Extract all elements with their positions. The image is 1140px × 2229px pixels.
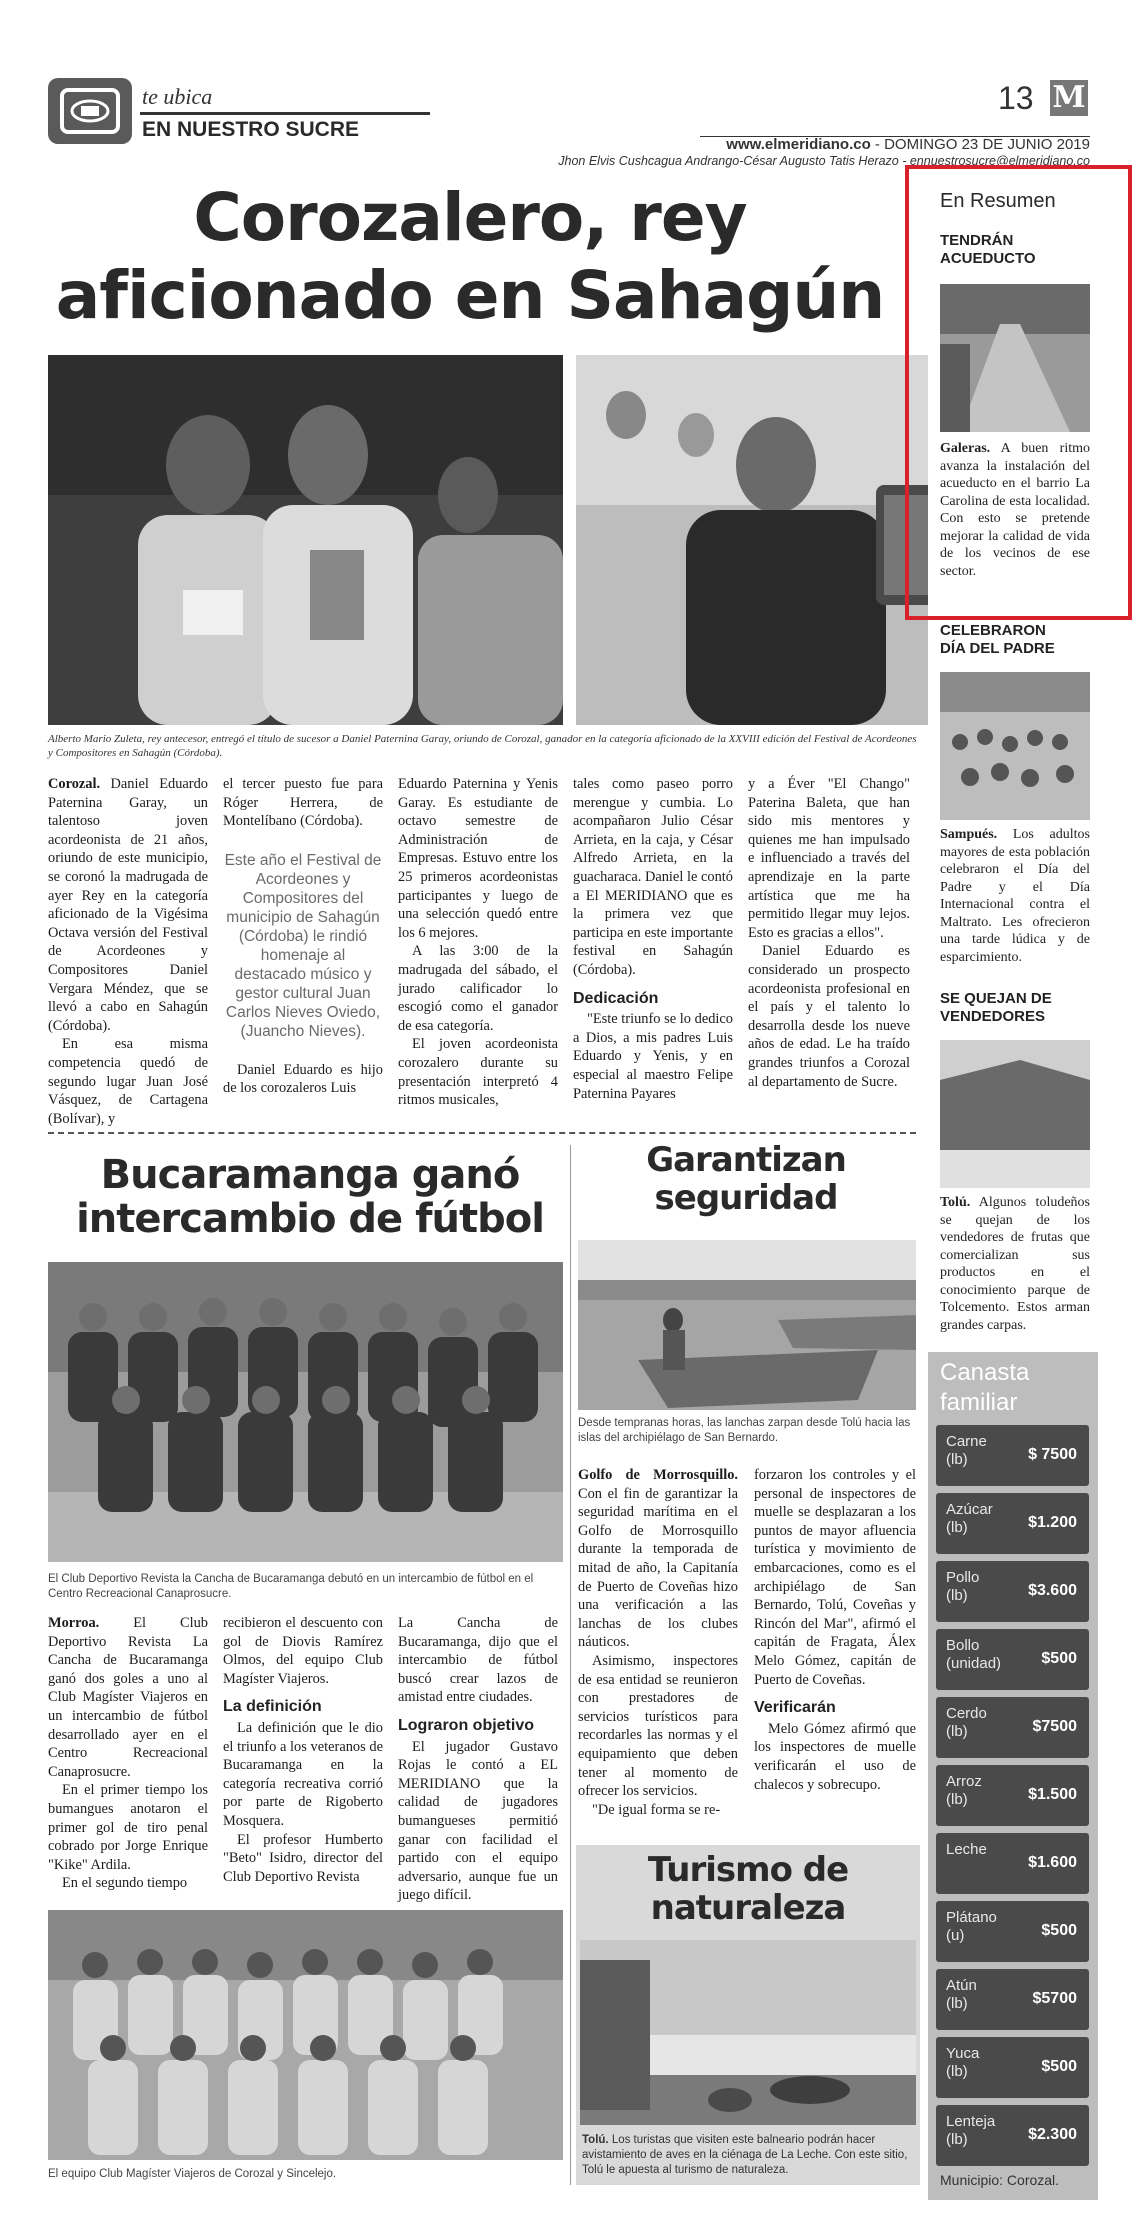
sidebar-item2-title bbox=[940, 622, 1090, 658]
tourism-caption bbox=[582, 2133, 916, 2178]
canasta-item-price: $1.200 bbox=[1028, 1514, 1077, 1531]
main-col2-p1: el tercer puesto fue para Róger Herrera, de Montelíbano (Córdoba). bbox=[223, 776, 383, 830]
football-col1-p3: En el segundo tiempo bbox=[62, 1875, 188, 1892]
football-col3-p1: La Cancha de Bucaramanga, dijo que el intercambio de fútbol buscó crear lazos de amistad entre ciudades. bbox=[398, 1615, 558, 1706]
canasta-item-name-l1: Pollo bbox=[946, 1569, 980, 1586]
security-caption: Desde tempranas horas, las lanchas zarpan desde Tolú hacia las islas del archipiélago de San Bernardo. bbox=[578, 1417, 911, 1444]
canasta-item bbox=[936, 1561, 1089, 1622]
canasta-item-name-l1: Arroz bbox=[946, 1773, 982, 1790]
canasta-title bbox=[940, 1358, 1029, 1418]
issue-date: - DOMINGO 23 DE JUNIO 2019 bbox=[870, 136, 1090, 153]
football-col1-p2: En el primer tiempo los bumangues anotaron el primer gol de tiro penal cobrado por Jorge Enrique "Kike" Ardila. bbox=[48, 1782, 208, 1873]
sidebar-item2-title-l1: CELEBRARON bbox=[940, 622, 1046, 639]
canasta-item bbox=[936, 1629, 1089, 1690]
sidebar-item3-text bbox=[940, 1194, 1090, 1334]
sidebar-item3-title-l1: SE QUEJAN DE bbox=[940, 990, 1052, 1007]
canasta-item-price: $500 bbox=[1041, 1650, 1077, 1667]
authors-line: Jhon Elvis Cushcagua Andrango-César Augusto Tatis Herazo - ennuestrosucre@elmeridiano.co bbox=[558, 154, 1090, 168]
canasta-item bbox=[936, 1425, 1089, 1486]
page-number: 13 bbox=[998, 80, 1034, 116]
football-headline-line1: Bucaramanga ganó bbox=[100, 1152, 520, 1198]
canasta-item-price: $7500 bbox=[1032, 1718, 1077, 1735]
security-col1-p3: "De igual forma se re- bbox=[592, 1801, 721, 1818]
dateline-morroa: Morroa. bbox=[48, 1615, 100, 1631]
dateline-golfo: Golfo de Morrosquillo. bbox=[578, 1467, 738, 1483]
sidebar-item3-title-l2: VENDEDORES bbox=[940, 1008, 1046, 1025]
header-rule bbox=[140, 112, 430, 115]
tourism-caption-text: Los turistas que visiten este balneario podrán hacer avistamiento de aves en la ciénaga de La Leche. Con este sitio, Tolú le apuesta al turismo de naturaleza. bbox=[582, 2134, 908, 2176]
canasta-item bbox=[936, 1833, 1089, 1894]
security-col2-p1: forzaron los controles y el personal de inspectores de muelle se desplazaran a los puntos de mayor afluencia turística y movimiento de embarcaciones, como es el archipiélago de San Bernardo, Tolú, Coveñas y Rincón del Mar", afirmó el capitán de Fragata, Álex Melo Gómez, capitán de Puerto de Coveñas. bbox=[754, 1467, 916, 1688]
football-headline-line2: intercambio de fútbol bbox=[76, 1196, 544, 1242]
main-headline-line1: Corozalero, rey bbox=[193, 179, 747, 256]
sidebar-item3-body: Algunos toludeños se quejan de los vendedores de frutas que comercializan sus productos en el conocimiento parque de Tolcemento. Estos arman grandes carpas. bbox=[940, 1195, 1090, 1333]
canasta-item-unit: (lb) bbox=[946, 1587, 968, 1604]
canasta-title-l1: Canasta bbox=[940, 1359, 1030, 1386]
security-col-2 bbox=[754, 1466, 916, 1794]
column-divider bbox=[570, 1145, 571, 2185]
canasta-item bbox=[936, 1969, 1089, 2030]
canasta-item-unit: (lb) bbox=[946, 2063, 968, 2080]
main-col-2 bbox=[223, 775, 383, 1098]
pull-quote: Este año el Festival de Acordeones y Compositores del municipio de Sahagún (Córdoba) le rindió homenaje al destacado músico y gestor cultural Juan Carlos Nieves Oviedo, (Juancho Nieves). bbox=[224, 851, 382, 1040]
main-headline-line2: aficionado en Sahagún bbox=[55, 257, 885, 334]
canasta-item-name-l1: Cerdo bbox=[946, 1705, 987, 1722]
canasta-item-name bbox=[946, 1705, 987, 1741]
security-col-1 bbox=[578, 1466, 738, 1819]
sidebar-item1-title-l2: ACUEDUCTO bbox=[940, 250, 1036, 267]
dateline-corozal: Corozal. bbox=[48, 776, 101, 792]
football-col1-p1: El Club Deportivo Revista La Cancha de Bucaramanga ganó dos goles a uno al Club Magíster Viajeros en un intercambio de fútbol desarrollado ayer en el Centro Recreacional Canaprosucre. bbox=[48, 1615, 208, 1780]
canasta-item-unit: (lb) bbox=[946, 1791, 968, 1808]
canasta-item bbox=[936, 1493, 1089, 1554]
main-col-5 bbox=[748, 775, 910, 1091]
canasta-item-name bbox=[946, 1909, 997, 1945]
canasta-item-price: $500 bbox=[1041, 1922, 1077, 1939]
canasta-item-name-l1: Atún bbox=[946, 1977, 977, 1994]
sidebar-photo-fathersday bbox=[940, 672, 1090, 820]
sidebar-title: En Resumen bbox=[940, 190, 1056, 212]
football-col2-p1: recibieron el descuento con gol de Diovis Ramírez Olmos, del equipo Club Magíster Viajeros. bbox=[223, 1615, 383, 1687]
tourism-headline-line2: naturaleza bbox=[650, 1888, 846, 1928]
main-col-1 bbox=[48, 775, 208, 1128]
football-col2-p3: El profesor Humberto "Beto" Isidro, director del Club Deportivo Revista bbox=[223, 1831, 383, 1885]
canasta-item-name-l1: Yuca bbox=[946, 2045, 980, 2062]
subhead-dedicacion: Dedicación bbox=[573, 989, 659, 1007]
canasta-item-name bbox=[946, 2045, 979, 2081]
security-col1-p1: Con el fin de garantizar la seguridad marítima en el Golfo de Morrosquillo durante la temporada de mitad de año, la Capitanía de Puerto de Coveñas hizo una verificación a las lanchas de los clubes náuticos. bbox=[578, 1485, 738, 1651]
subhead-verificaran: Verificarán bbox=[754, 1699, 836, 1717]
brand-logo-icon: M bbox=[1050, 80, 1088, 116]
main-col4-p1: tales como paseo porro merengue y cumbia. Lo acompañaron Julio César Arrieta, en la caja, y César Alfredo Arrieta, en la guacharaca. Daniel le contó a El MERIDIANO que es la primera vez que participa en este importante festival en Sahagún (Córdoba). bbox=[573, 776, 733, 978]
football-col3-p2: El jugador Gustavo Rojas le contó a EL MERIDIANO que la calidad de jugadores bumangueses permitió ganar con facilidad el partido con el equipo adversario, aunque fue un juego difícil. bbox=[398, 1738, 558, 1904]
canasta-item-unit: (lb) bbox=[946, 1451, 968, 1468]
canasta-item-name-l1: Plátano bbox=[946, 1909, 997, 1926]
main-photo-winners bbox=[48, 355, 563, 725]
football-col-2 bbox=[223, 1614, 383, 1886]
main-col3-p3: El joven acordeonista corozalero durante su presentación interpretó 4 ritmos musicales, bbox=[398, 1036, 558, 1109]
website[interactable]: www.elmeridiano.co bbox=[726, 136, 871, 153]
canasta-item-name bbox=[946, 1501, 993, 1537]
football-photo-team1 bbox=[48, 1262, 563, 1562]
canasta-item-name bbox=[946, 1637, 1001, 1673]
sidebar-item3-title bbox=[940, 990, 1090, 1026]
sidebar-item2-title-l2: DÍA DEL PADRE bbox=[940, 640, 1055, 657]
canasta-item-name-l1: Carne bbox=[946, 1433, 987, 1450]
main-col5-p2: Daniel Eduardo es considerado un prospecto acordeonista profesional en el país y el talento lo desarrolla desde los nueve años de edad. Le ha traído grandes triunfos a Corozal al departamento de Sucre. bbox=[748, 943, 910, 1090]
canasta-item-name bbox=[946, 1977, 977, 2013]
canasta-item-unit: (lb) bbox=[946, 1995, 968, 2012]
canasta-item-price: $500 bbox=[1041, 2058, 1077, 2075]
football-col-1 bbox=[48, 1614, 208, 1893]
main-col4-p2: "Este triunfo se lo dedico a Dios, a mis padres Luis Eduardo y Yenis, y en especial al maestro Felipe Paternina Payares bbox=[573, 1011, 733, 1102]
main-col1-p1: Daniel Eduardo Paternina Garay, un talentoso joven acordeonista de 21 años, oriundo de este municipio, se coronó la madrugada de ayer Rey en la categoría aficionado de la Vigésima Octava versión del Festival de Acordeones y Compositores Daniel Vergara Méndez, que se llevó a cabo en Sahagún (Córdoba). bbox=[48, 776, 208, 1034]
canasta-title-l2: familiar bbox=[940, 1389, 1018, 1416]
canasta-item-price: $5700 bbox=[1032, 1990, 1077, 2007]
canasta-item-price: $1.600 bbox=[1028, 1854, 1077, 1871]
canasta-item bbox=[936, 1901, 1089, 1962]
tourism-caption-lead: Tolú. bbox=[582, 2134, 609, 2146]
sidebar-item2-body: Los adultos mayores de esta población celebraron el Día del Padre y el Día Internacional contra el Maltrato. Les ofrecieron una tarde lúdica y de esparcimiento. bbox=[940, 827, 1090, 965]
sidebar-photo-vendors bbox=[940, 1040, 1090, 1188]
canasta-item-name-l1: Leche bbox=[946, 1841, 987, 1858]
football-col-3 bbox=[398, 1614, 558, 1905]
canasta-item-name bbox=[946, 1433, 987, 1469]
highlight-box bbox=[905, 165, 1132, 620]
canasta-item-price: $3.600 bbox=[1028, 1582, 1077, 1599]
canasta-item-unit: (lb) bbox=[946, 1723, 968, 1740]
security-headline-line1: Garantizan bbox=[646, 1140, 846, 1180]
canasta-item-unit: (lb) bbox=[946, 2131, 968, 2148]
section-small-title: te ubica bbox=[142, 84, 213, 109]
canasta-item bbox=[936, 1697, 1089, 1758]
canasta-item bbox=[936, 2105, 1089, 2166]
main-col1-p2: En esa misma competencia quedó de segundo lugar Juan José Vásquez, de Cartagena (Bolívar), y bbox=[48, 1036, 208, 1127]
subhead-definicion: La definición bbox=[223, 1698, 322, 1716]
section-big-title: EN NUESTRO SUCRE bbox=[142, 118, 360, 141]
main-col-3 bbox=[398, 775, 558, 1110]
main-col3-p1: Eduardo Paternina y Yenis Garay. Es estudiante de octavo semestre de Administración de Empresas. Estuvo entre los 25 primeros acordeonistas participantes y luego de una selección quedó entre los 6 mejores. bbox=[398, 776, 558, 941]
canasta-item-unit: (lb) bbox=[946, 1519, 968, 1536]
sidebar-item2-text bbox=[940, 826, 1090, 966]
sidebar-item1-lead: Galeras. bbox=[940, 441, 991, 456]
main-photo-caption: Alberto Mario Zuleta, rey antecesor, entregó el título de sucesor a Daniel Paternina Garay, oriundo de Corozal, ganador en la categoría aficionado de la XXVIII edición del Festival de Acordeones y Compositores en Sahagún (Córdoba). bbox=[48, 733, 917, 759]
canasta-item-name bbox=[946, 1569, 979, 1605]
canasta-item-price: $1.500 bbox=[1028, 1786, 1077, 1803]
canasta-item bbox=[936, 1765, 1089, 1826]
subhead-lograron: Lograron objetivo bbox=[398, 1716, 534, 1734]
football-caption-2: El equipo Club Magíster Viajeros de Corozal y Sincelejo. bbox=[48, 2168, 337, 2180]
dateline bbox=[690, 136, 1090, 153]
sidebar-item2-lead: Sampués. bbox=[940, 827, 998, 842]
canasta-item-unit: (unidad) bbox=[946, 1655, 1002, 1672]
football-col2-p2: La definición que le dio el triunfo a los veteranos de Bucaramanga en la categoría recreativa corrió por parte de Rigoberto Mosquera. bbox=[223, 1719, 383, 1829]
canasta-item bbox=[936, 2037, 1089, 2098]
canasta-item-name-l1: Lenteja bbox=[946, 2113, 996, 2130]
canasta-item-unit: (u) bbox=[946, 1927, 965, 1944]
canasta-item-name-l1: Bollo bbox=[946, 1637, 980, 1654]
sidebar-item1-title-l1: TENDRÁN bbox=[940, 232, 1014, 249]
security-headline-line2: seguridad bbox=[654, 1178, 838, 1218]
canasta-item-price: $2.300 bbox=[1028, 2126, 1077, 2143]
security-photo-boats bbox=[578, 1240, 916, 1410]
canasta-item-name bbox=[946, 1773, 982, 1809]
section-separator bbox=[48, 1132, 916, 1134]
sidebar-item3-lead: Tolú. bbox=[940, 1195, 971, 1210]
main-col-4 bbox=[573, 775, 733, 1103]
tourism-photo-wetland bbox=[580, 1940, 916, 2125]
football-photo-team2 bbox=[48, 1910, 563, 2160]
section-logo-icon bbox=[48, 78, 132, 144]
tourism-headline-line1: Turismo de bbox=[647, 1850, 849, 1890]
main-col5-p1: y a Éver "El Chango" Paterina Baleta, que han sido mis mentores y quienes me han impulsado e influenciado a través del aprendizaje en la parte artística que me ha permitido llegar muy lejos. Esto es gracias a ellos". bbox=[748, 776, 910, 941]
main-col3-p2: A las 3:00 de la madrugada del sábado, el jurado calificador lo escogió como el ganador de esa categoría. bbox=[398, 943, 558, 1034]
main-col2-p2: Daniel Eduardo es hijo de los corozaleros Luis bbox=[223, 1061, 383, 1097]
sidebar-item1-body: A buen ritmo avanza la instalación del acueducto en el barrio La Carolina de esta localidad. Con esto se pretende mejorar la calidad de vida de los vecinos de ese sector. bbox=[940, 441, 1090, 579]
football-caption-1: El Club Deportivo Revista la Cancha de Bucaramanga debutó en un intercambio de fútbol en el Centro Recreacional Canaprosucre. bbox=[48, 1573, 534, 1600]
security-col1-p2: Asimismo, inspectores de esa entidad se reunieron con prestadores de servicios turísticos para recordarles las normas y el equipamiento que deben tener al momento de ofrecer los servicios. bbox=[578, 1652, 738, 1800]
canasta-item-name bbox=[946, 1841, 987, 1859]
security-col2-p2: Melo Gómez afirmó que los inspectores de muelle verificarán el uso de chalecos y sobrecupo. bbox=[754, 1720, 916, 1793]
canasta-item-name bbox=[946, 2113, 995, 2149]
canasta-item-price: $ 7500 bbox=[1028, 1446, 1077, 1463]
canasta-footer: Municipio: Corozal. bbox=[940, 2172, 1060, 2188]
canasta-item-name-l1: Azúcar bbox=[946, 1501, 993, 1518]
